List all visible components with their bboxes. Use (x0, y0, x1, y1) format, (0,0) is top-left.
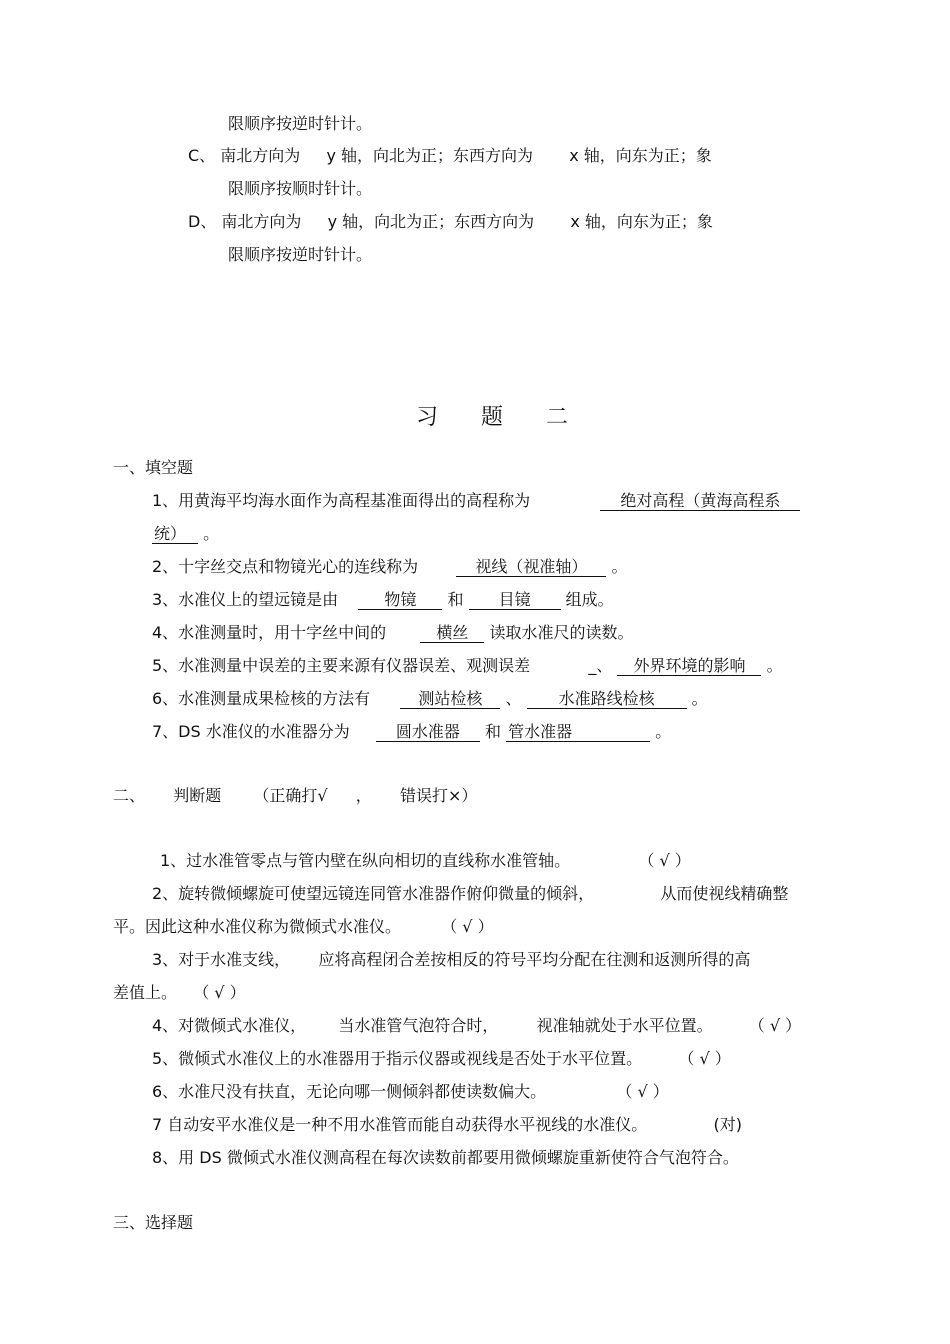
section-title: 习 题 二 (416, 405, 586, 430)
fill-q1 (152, 491, 800, 511)
option-c-text-b: y 轴，向北为正；东西方向为 (326, 146, 534, 165)
option-d-text-a: 南北方向为 (221, 212, 302, 231)
fill-q5-end: 。 (766, 656, 783, 675)
fill-q1-answer-cont: 统） (152, 525, 198, 544)
judge-q2-text-b: 从而使视线精确整 (660, 884, 789, 903)
judge-heading-note-a: （正确打√ (253, 786, 328, 805)
judge-q5 (152, 1049, 731, 1069)
judge-q2-cont (113, 917, 494, 937)
judge-q2-text-a: 2、旋转微倾螺旋可使望远镜连同管水准器作俯仰微量的倾斜， (152, 884, 595, 903)
judge-q1-text: 1、过水准管零点与管内壁在纵向相切的直线称水准管轴。 (160, 851, 571, 870)
fill-q7-answer2: 管水准器 (506, 723, 650, 742)
judge-q3-text-a: 3、对于水准支线， (152, 950, 291, 969)
option-c-text-a: 南北方向为 (220, 146, 301, 165)
option-c-tail: 限顺序按顺时针计。 (228, 179, 373, 198)
option-c (188, 146, 712, 166)
option-d-tail: 限顺序按逆时针计。 (228, 245, 373, 264)
judge-q3 (152, 950, 750, 970)
judge-q6 (152, 1082, 669, 1102)
fill-q3-text: 3、水准仪上的望远镜是由 (152, 590, 339, 609)
option-d-text-c: x 轴，向东为正；象 (570, 212, 713, 231)
fill-q2-text: 2、十字丝交点和物镜光心的连线称为 (152, 557, 419, 576)
fill-q6-answer2: 水准路线检核 (527, 690, 687, 709)
judge-q2-answer: （ √ ） (441, 917, 494, 936)
fill-q2-answer: 视线（视准轴） (456, 558, 606, 577)
fill-q7-mid: 和 (485, 722, 502, 741)
fill-q2-end: 。 (611, 557, 628, 576)
fill-q3-end: 组成。 (565, 590, 614, 609)
judge-q8-text: 8、用 DS 微倾式水准仪测高程在每次读数前都要用微倾螺旋重新使符合气泡符合。 (152, 1148, 739, 1167)
option-d-label: D、 (188, 212, 217, 231)
judge-q4-answer: （ √ ） (748, 1016, 802, 1035)
option-c-label: C、 (188, 146, 216, 165)
option-d (188, 212, 713, 232)
judge-heading (113, 786, 477, 806)
fill-q3-answer1: 物镜 (358, 591, 442, 610)
option-c-text-c: x 轴，向东为正；象 (569, 146, 712, 165)
judge-q1-answer: （ √ ） (638, 851, 691, 870)
judge-q5-answer: （ √ ） (678, 1049, 731, 1068)
judge-q4-text-b: 当水准管气泡符合时， (338, 1016, 499, 1035)
judge-q7 (152, 1115, 742, 1135)
judge-q7-text: 7 自动安平水准仪是一种不用水准管而能自动获得水平视线的水准仪。 (152, 1115, 648, 1134)
judge-q4-text-a: 4、对微倾式水准仪， (152, 1016, 307, 1035)
judge-q7-answer: (对) (713, 1115, 742, 1134)
fill-q5-separator: _、 (588, 656, 613, 675)
fill-q6-end: 。 (691, 689, 708, 708)
fill-q4-end: 读取水准尺的读数。 (489, 623, 634, 642)
judge-q3-answer: （ √ ） (193, 983, 246, 1002)
judge-q4-text-c: 视准轴就处于水平位置。 (536, 1016, 713, 1035)
fill-q1-cont (152, 524, 219, 544)
fill-q5-text: 5、水准测量中误差的主要来源有仪器误差、观测误差 (152, 656, 531, 675)
judge-q2 (152, 884, 788, 904)
judge-q3-text-c: 差值上。 (113, 983, 178, 1002)
option-d-text-b: y 轴，向北为正；东西方向为 (327, 212, 535, 231)
option-b-tail: 限顺序按逆时针计。 (228, 114, 373, 133)
fill-q5 (152, 656, 783, 676)
fill-q6-text: 6、水准测量成果检核的方法有 (152, 689, 371, 708)
fill-q6-answer1: 测站检核 (400, 690, 500, 709)
fill-q4-text: 4、水准测量时，用十字丝中间的 (152, 623, 387, 642)
fill-q6 (152, 689, 708, 709)
judge-q3-cont (113, 983, 246, 1003)
judge-q3-text-b: 应将高程闭合差按相反的符号平均分配在往测和返测所得的高 (318, 950, 751, 969)
fill-q5-answer: 外界环境的影响 (617, 657, 761, 676)
fill-q4 (152, 623, 633, 643)
fill-q7-answer1: 圆水准器 (376, 723, 480, 742)
judge-q6-text: 6、水准尺没有扶直，无论向哪一侧倾斜都使读数偏大。 (152, 1082, 547, 1101)
fill-q1-answer: 绝对高程（黄海高程系 (600, 492, 800, 511)
choice-heading: 三、选择题 (113, 1213, 194, 1232)
fill-heading: 一、填空题 (113, 458, 194, 477)
fill-q7 (152, 722, 671, 742)
judge-heading-text: 判断题 (173, 786, 222, 805)
judge-q6-answer: （ √ ） (616, 1082, 669, 1101)
fill-q1-end: 。 (203, 524, 220, 543)
fill-q3 (152, 590, 614, 610)
judge-q8 (152, 1148, 739, 1168)
judge-heading-num: 二、 (113, 786, 146, 805)
fill-q7-text: 7、DS 水准仪的水准器分为 (152, 722, 350, 741)
judge-heading-note-b: ， (355, 786, 372, 805)
fill-q3-answer2: 目镜 (469, 591, 561, 610)
fill-q4-answer: 横丝 (420, 624, 484, 643)
judge-q2-text-c: 平。因此这种水准仪称为微倾式水准仪。 (113, 917, 402, 936)
fill-q2 (152, 557, 627, 577)
fill-q1-text: 1、用黄海平均海水面作为高程基准面得出的高程称为 (152, 491, 531, 510)
judge-q5-text: 5、微倾式水准仪上的水准器用于指示仪器或视线是否处于水平位置。 (152, 1049, 643, 1068)
fill-q3-mid: 和 (447, 590, 464, 609)
judge-q1 (160, 851, 691, 871)
fill-q7-end: 。 (655, 722, 672, 741)
fill-q6-mid: 、 (505, 689, 522, 708)
judge-heading-note-c: 错误打×） (400, 786, 478, 805)
judge-q4 (152, 1016, 801, 1036)
